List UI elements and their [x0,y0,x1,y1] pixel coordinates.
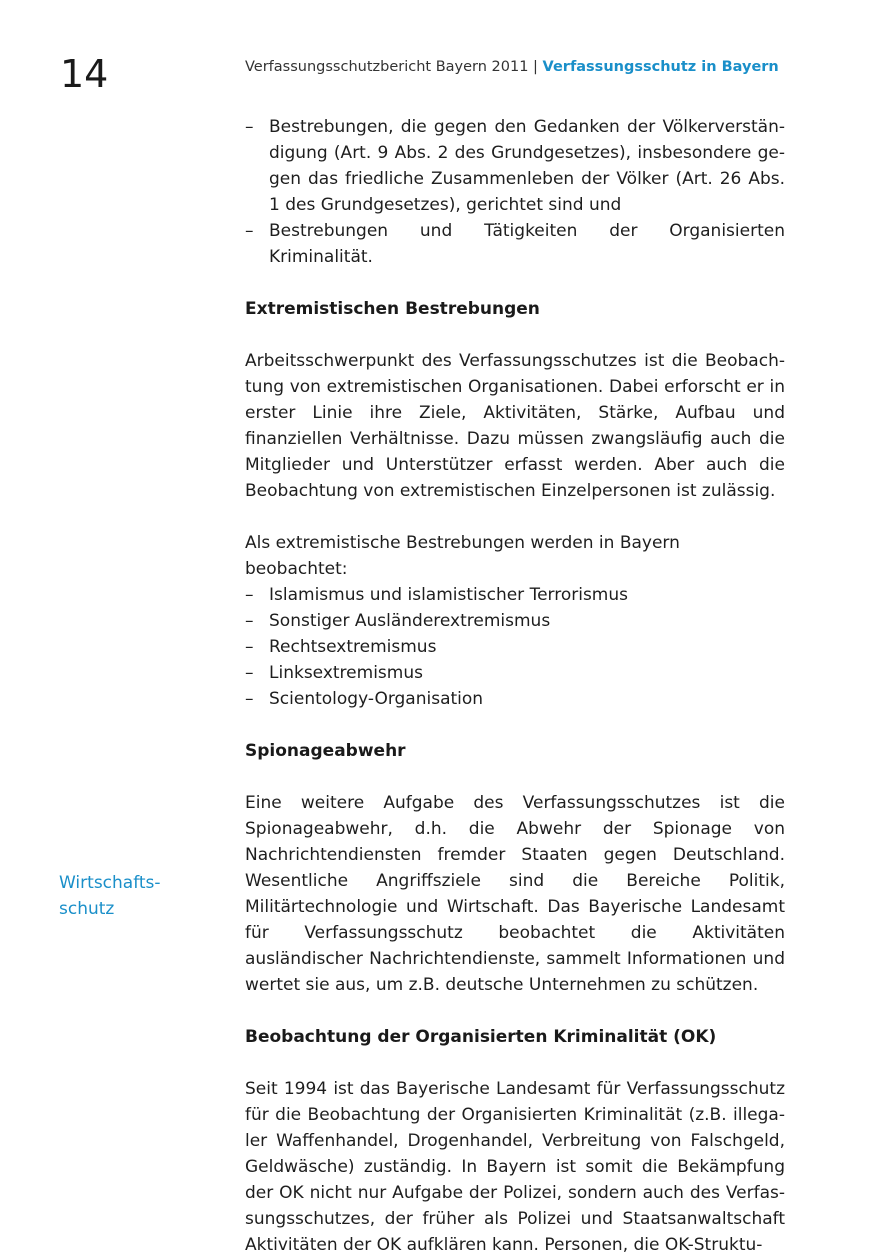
heading-extremism: Extremistischen Bestrebungen [245,299,540,319]
list-item-text: Bestrebungen und Tätigkeiten der Organisierten Kriminalität. [269,221,785,267]
margin-note [59,870,209,922]
list-dash: – [245,117,254,137]
list-dash: – [245,611,254,631]
margin-note-line-1: Wirtschafts- [59,873,161,893]
header-separator: | [533,59,538,75]
list-item-text: Sonstiger Ausländerextremismus [269,611,551,631]
list-dash: – [245,585,254,605]
list-item [245,218,785,270]
list-dash: – [245,689,254,709]
page-number: 14 [60,52,109,96]
section-title: Verfassungsschutz in Bayern [542,59,779,75]
heading-organized-crime: Beobachtung der Organisierten Kriminalität (OK) [245,1027,717,1047]
list-item-text: Scientology-Organisation [269,689,484,709]
list-item-text: Linksextremismus [269,663,423,683]
list-item [245,686,785,712]
list-item [245,608,785,634]
list-item-text: Islamismus und islamistischer Terrorismus [269,585,628,605]
paragraph-espionage: Eine weitere Aufgabe des Verfassungsschutzes ist die Spionageabwehr, d.h. die Abwehr der Spionage von Nachrichtendiensten fremder Staaten gegen Deutschland. Wesentliche Angriffsziele sind die Bereiche Politik, Militärtechnologie und Wirtschaft. Das Bayerische Landesamt für Verfassungsschutz beobachtet die Aktivitäten ausländischer Nachrichtendienste, sammelt Informationen und wertet sie aus, um z.B. deutsche Unternehmen zu schützen. [245,793,785,995]
margin-note-line-2: schutz [59,899,115,919]
list-dash: – [245,221,254,241]
paragraph-organized-crime: Seit 1994 ist das Bayerische Landesamt für Verfassungsschutz für die Beobachtung der Organisierten Kriminalität (z.B. illegaler Waffenhandel, Drogenhandel, Verbreitung von Falschgeld, Geldwäsche) zuständig. In Bayern ist somit die Bekämpfung der OK nicht nur Aufgabe der Polizei, sondern auch des Verfassungsschutzes, der früher als Polizei und Staatsanwaltschaft Aktivitäten der OK aufklären kann. Personen, die OK-Struktu- [245,1079,785,1255]
list-item-text: Bestrebungen, die gegen den Gedanken der Völkerverständigung (Art. 9 Abs. 2 des Grundgesetzes), insbesondere gegen das friedliche Zusammenleben der Völker (Art. 26 Abs. 1 des Grundgesetzes), gerichtet sind und [269,117,785,215]
main-content [245,114,785,1258]
list-item [245,660,785,686]
list-dash: – [245,663,254,683]
heading-espionage: Spionageabwehr [245,741,406,761]
list-item [245,582,785,608]
intro-list [245,114,785,270]
list-dash: – [245,637,254,657]
paragraph-extremism: Arbeitsschwerpunkt des Verfassungsschutzes ist die Beobachtung von extremistischen Organisationen. Dabei erforscht er in erster Linie ihre Ziele, Aktivitäten, Stärke, Aufbau und finanziellen Verhältnisse. Dazu müssen zwangsläufig auch die Mitglieder und Unterstützer erfasst werden. Aber auch die Beobachtung von extremistischen Einzelpersonen ist zulässig. [245,351,785,501]
extremism-list [245,582,785,712]
extremism-list-intro: Als extremistische Bestrebungen werden in Bayern beobachtet: [245,533,680,579]
list-item [245,634,785,660]
list-item [245,114,785,218]
list-item-text: Rechtsextremismus [269,637,437,657]
running-header [245,57,779,77]
report-title: Verfassungsschutzbericht Bayern 2011 [245,59,529,75]
